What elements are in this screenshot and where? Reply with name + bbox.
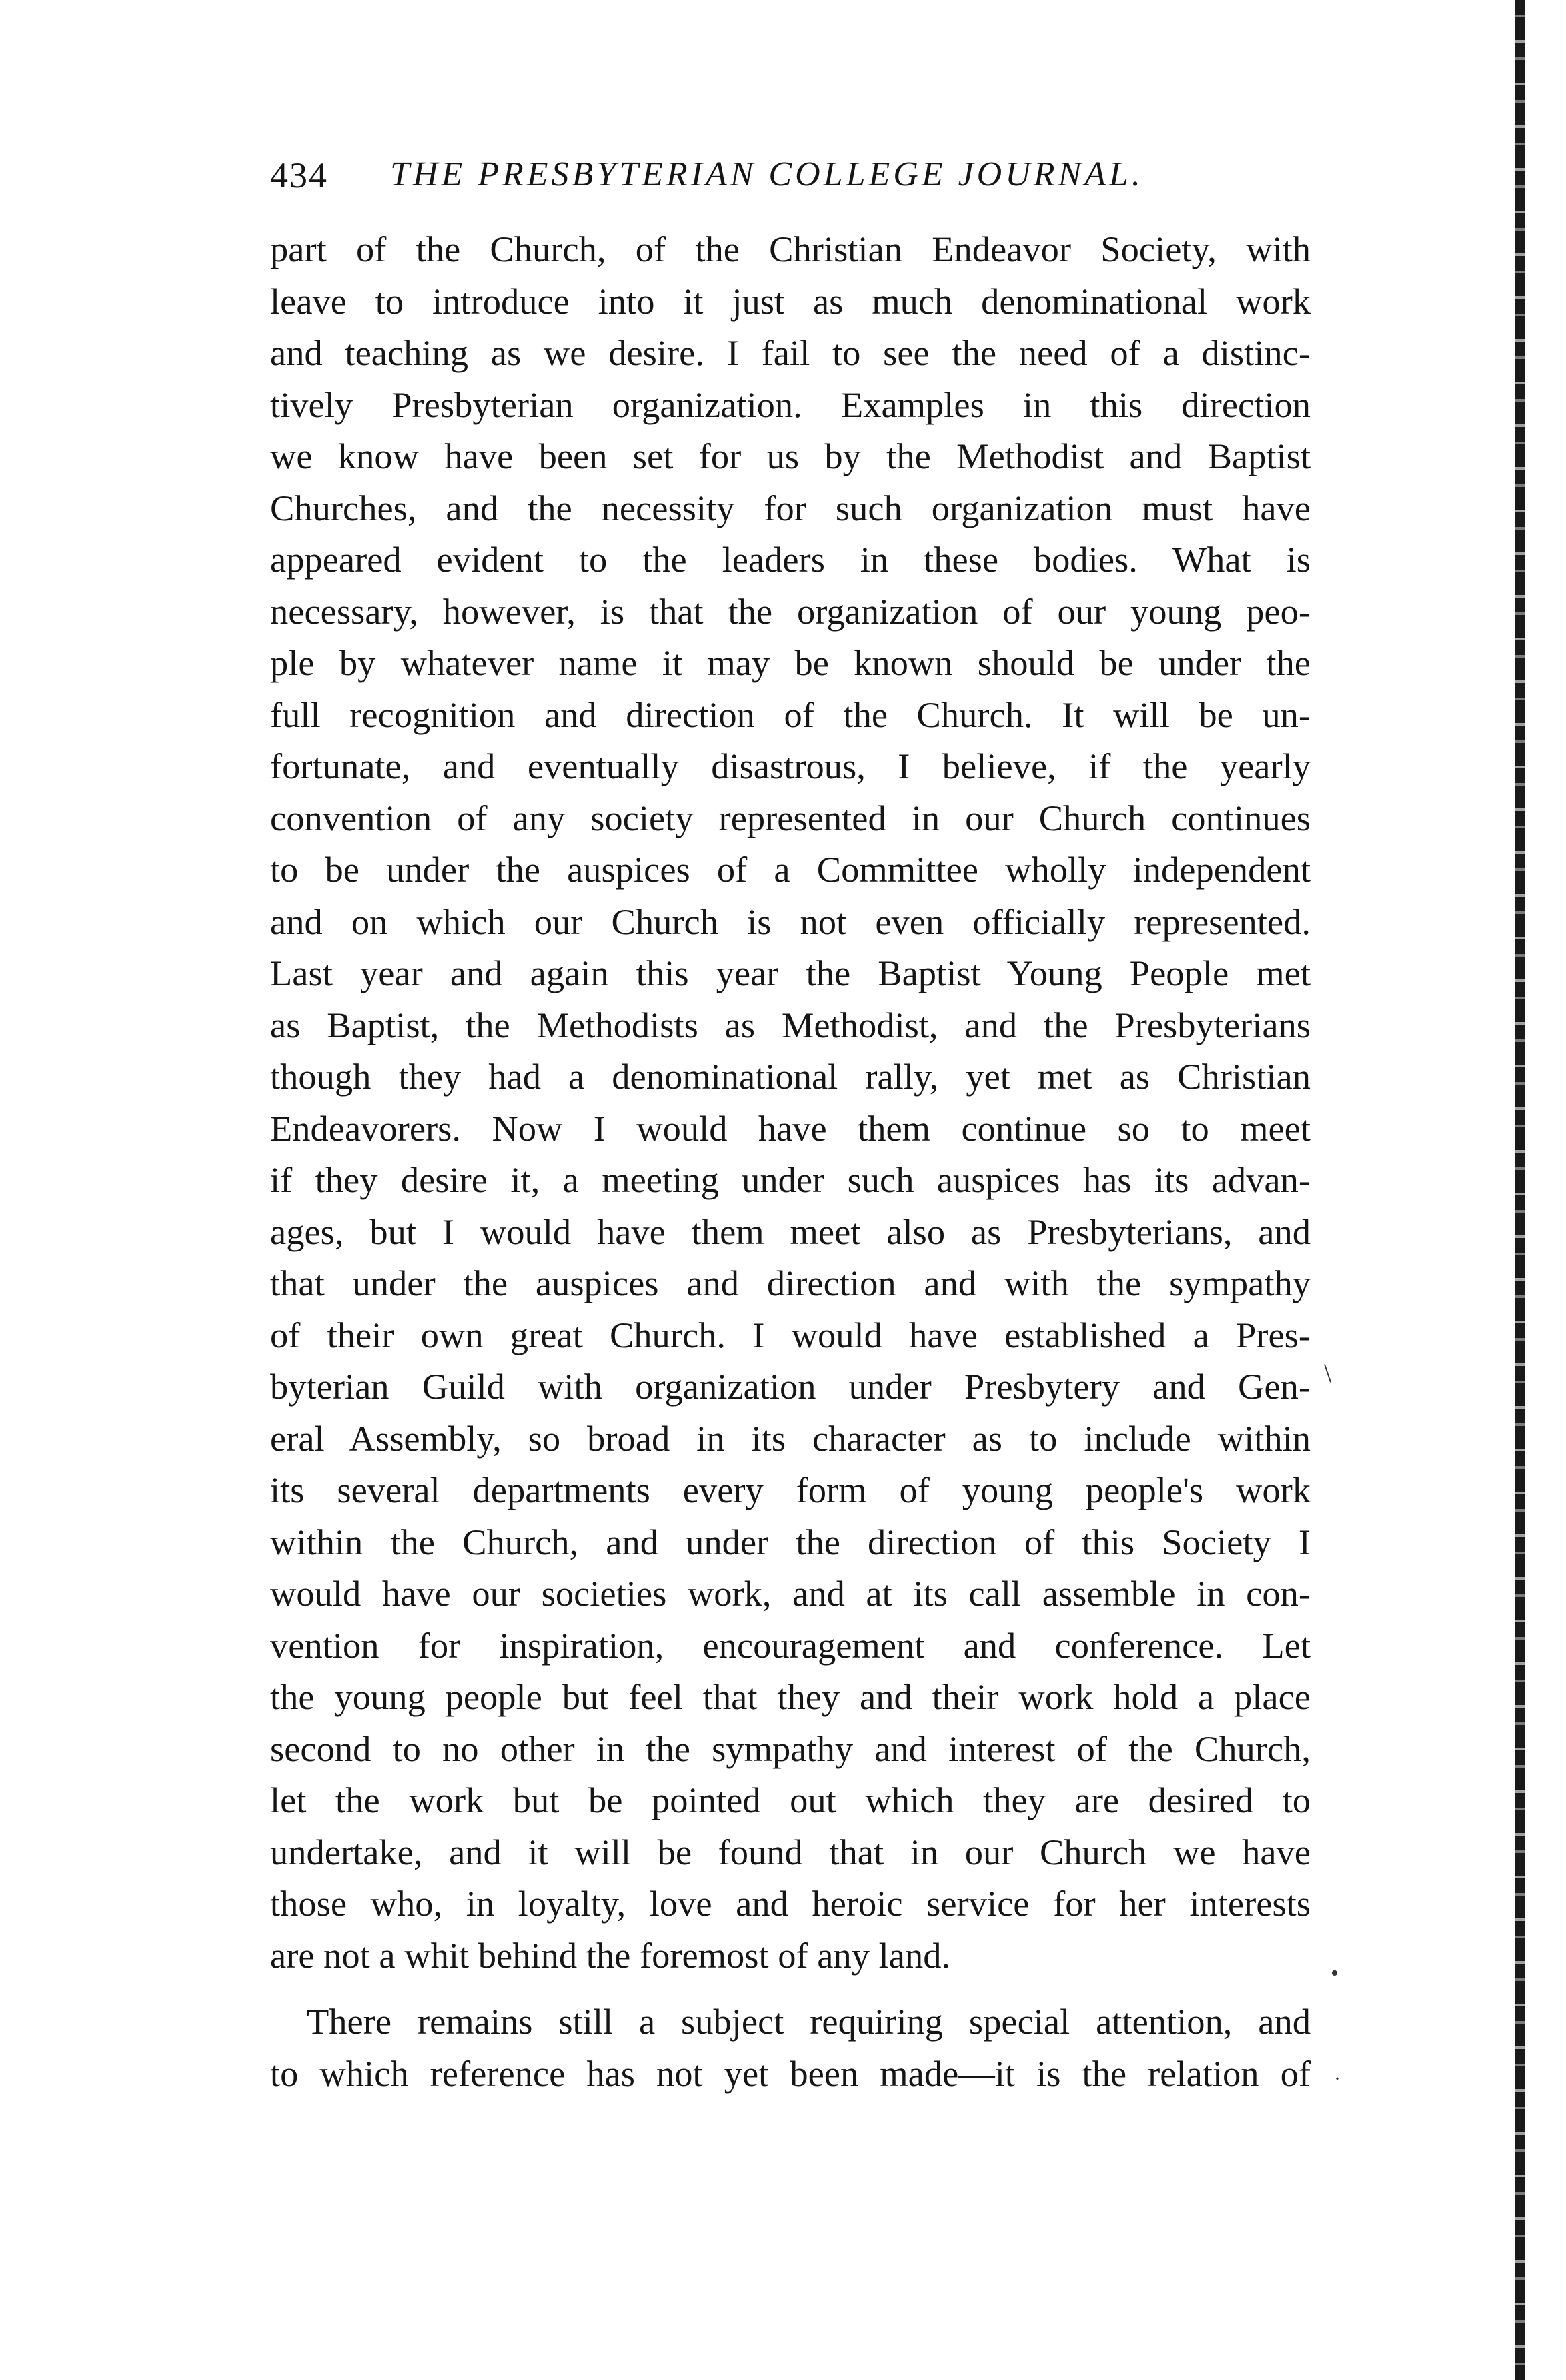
text-line: full recognition and direction of the Church. It will be un- (270, 694, 1311, 735)
text-line: the young people but feel that they and their work hold a place (270, 1676, 1311, 1717)
text-line: Endeavorers. Now I would have them continue so to meet (270, 1107, 1311, 1149)
margin-mark-dot: • (1331, 1961, 1339, 1986)
text-line: tively Presbyterian organization. Examples in this direction (270, 384, 1311, 425)
paragraph-2 (270, 1996, 1311, 2099)
text-line: convention of any society represented in our Church continues (270, 797, 1311, 838)
text-line: if they desire it, a meeting under such auspices has its advan- (270, 1159, 1311, 1200)
text-line: of their own great Church. I would have established a Pres- (270, 1314, 1311, 1355)
page-number: 434 (270, 155, 328, 195)
text-line: second to no other in the sympathy and interest of the Church, (270, 1728, 1311, 1769)
text-line: and on which our Church is not even officially represented. (270, 901, 1311, 942)
text-line: we know have been set for us by the Methodist and Baptist (270, 436, 1311, 476)
binding-edge (1515, 0, 1525, 2380)
paragraph-1 (270, 223, 1311, 1981)
text-line: are not a whit behind the foremost of any land. (270, 1934, 951, 1976)
text-line: appeared evident to the leaders in these bodies. What is (270, 539, 1311, 580)
text-line: as Baptist, the Methodists as Methodist, and the Presbyterians (270, 1004, 1311, 1045)
text-line: ple by whatever name it may be known should be under the (270, 642, 1311, 683)
text-line: undertake, and it will be found that in our Church we have (270, 1831, 1311, 1872)
text-line: leave to introduce into it just as much denominational work (270, 280, 1311, 322)
text-line: Last year and again this year the Baptist Young People met (270, 953, 1311, 993)
journal-title: THE PRESBYTERIAN COLLEGE JOURNAL. (390, 155, 1144, 193)
text-line: vention for inspiration, encouragement and conference. Let (270, 1624, 1311, 1666)
text-line: Churches, and the necessity for such organization must have (270, 487, 1311, 528)
text-line: its several departments every form of young people's work (270, 1469, 1311, 1510)
running-head (270, 155, 1337, 208)
body-text (270, 223, 1311, 2099)
text-line: that under the auspices and direction and with the sympathy (270, 1263, 1311, 1303)
margin-mark-small-dot: · (1334, 2068, 1341, 2090)
text-line: those who, in loyalty, love and heroic service for her interests (270, 1883, 1311, 1924)
text-line: fortunate, and eventually disastrous, I believe, if the yearly (270, 746, 1311, 786)
text-line: necessary, however, is that the organization of our young peo- (270, 590, 1311, 632)
text-line: let the work but be pointed out which they are desired to (270, 1780, 1311, 1820)
text-line: would have our societies work, and at its call assemble in con- (270, 1573, 1311, 1614)
margin-mark-backslash: \ (1324, 1358, 1332, 1388)
text-line: within the Church, and under the direction of this Society I (270, 1521, 1311, 1562)
text-line: to which reference has not yet been made—it is the relation of (270, 2052, 1311, 2094)
text-line: to be under the auspices of a Committee wholly independent (270, 849, 1311, 890)
text-line: part of the Church, of the Christian Endeavor Society, with (270, 229, 1311, 269)
text-line: though they had a denominational rally, yet met as Christian (270, 1056, 1311, 1097)
text-line: and teaching as we desire. I fail to see the need of a distinc- (270, 332, 1311, 373)
text-line: There remains still a subject requiring special attention, and (307, 2001, 1311, 2042)
text-line: eral Assembly, so broad in its character as to include within (270, 1417, 1311, 1459)
text-line: byterian Guild with organization under Presbytery and Gen- (270, 1366, 1311, 1407)
text-line: ages, but I would have them meet also as Presbyterians, and (270, 1211, 1311, 1252)
paragraph-gap (270, 1981, 1311, 1996)
